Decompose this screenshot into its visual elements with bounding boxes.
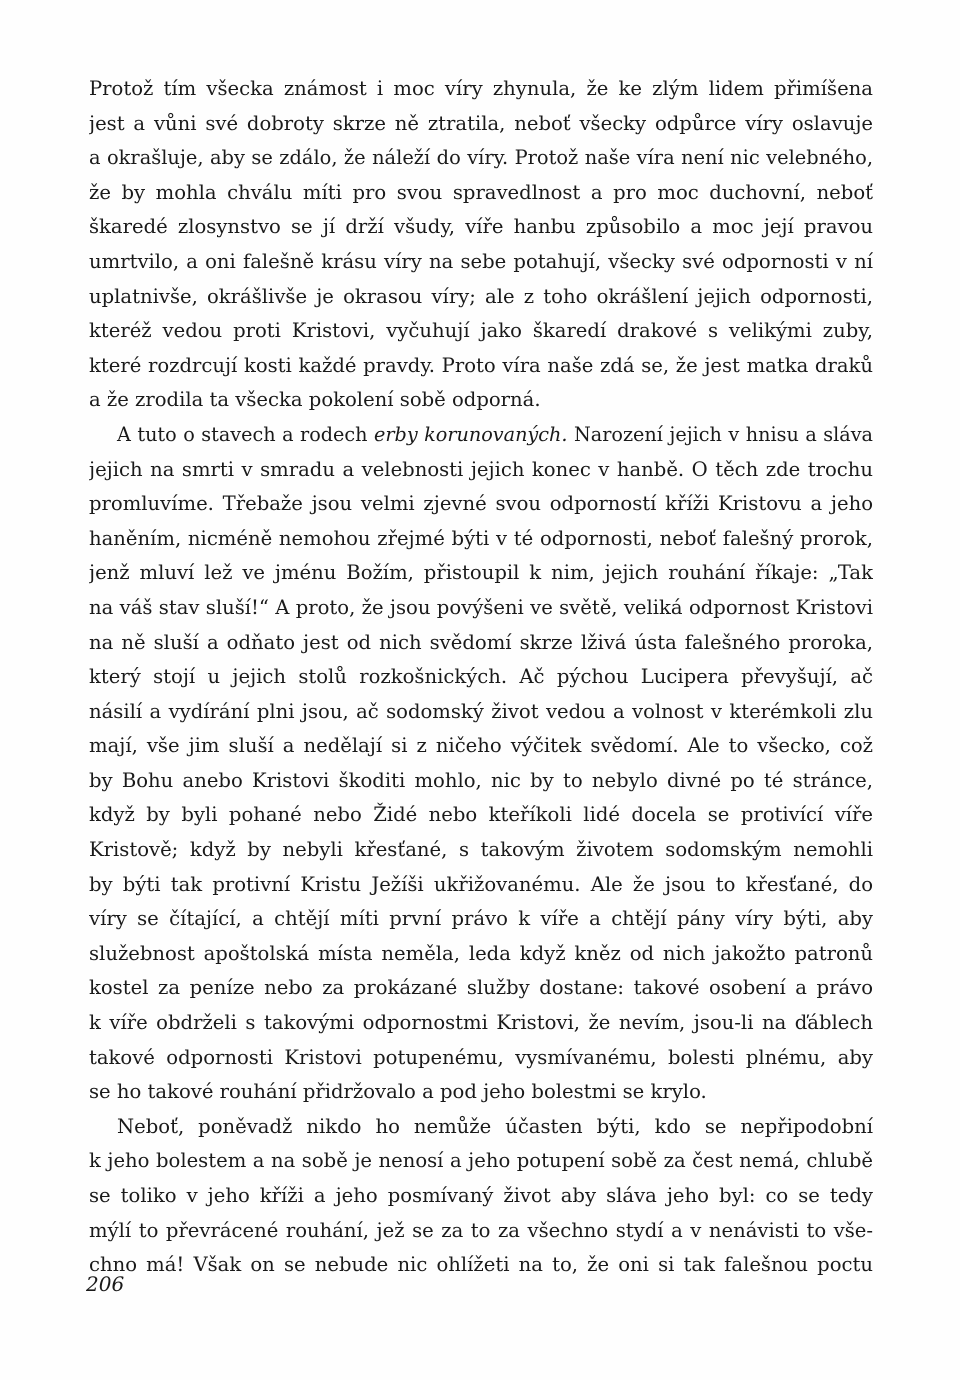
text-line: násilí a vydírání plni jsou, ač sodomský život vedou a volnost v kterémkoli zlu	[89, 699, 873, 723]
text-line: jejich na smrti v smradu a velebnosti jejich konec v hanbě. O těch zde trochu	[89, 457, 873, 481]
text-line: škaredé zlosynstvo se jí drží všudy, víře hanbu způsobilo a moc její pravou	[89, 215, 873, 239]
text-line	[89, 418, 873, 453]
text-line: k víře obdrželi s takovými odpornostmi Kristovi, že nevím, jsou-li na ďáblech	[89, 1011, 873, 1035]
page-number: 206	[86, 1272, 125, 1296]
text-line: chno má! Však on se nebude nic ohlížeti na to, že oni si tak falešnou poctu	[89, 1253, 873, 1277]
text-line: mýlí to převrácené rouhání, jež se za to za všechno stydí a v nenávisti to vše-	[89, 1218, 873, 1242]
body-text	[89, 72, 873, 1283]
text-line: Kristově; když by nebyli křesťané, s takovým životem sodomským nemohli	[89, 838, 873, 862]
text-line: kostel za peníze nebo za prokázané služby dostane: takové osobení a právo	[89, 976, 873, 1000]
text-line: Neboť, poněvadž nikdo ho nemůže účasten býti, kdo se nepřipodobní	[117, 1114, 873, 1138]
text-line: haněním, nicméně nemohou zřejmé býti v té odpornosti, neboť falešný prorok,	[89, 526, 873, 550]
text-line: který stojí u jejich stolů rozkošnických. Ač pýchou Lucipera převyšují, ač	[89, 665, 873, 689]
text-segment: Narození jejich v hnisu a sláva	[567, 422, 873, 446]
text-line: se toliko v jeho kříži a jeho posmívaný život aby sláva jeho byl: co se tedy	[89, 1184, 873, 1207]
text-line: se ho takové rouhání přidržovalo a pod jeho bolestmi se krylo.	[89, 1080, 707, 1104]
text-line: když by byli pohané nebo Židé nebo kteříkoli lidé docela se protivící víře	[89, 803, 873, 827]
text-line: by Bohu anebo Kristovi škoditi mohlo, nic by to nebylo divné po té stránce,	[89, 768, 873, 792]
text-line: a že zrodila ta všecka pokolení sobě odporná.	[89, 388, 541, 412]
text-line: jest a vůni své dobroty skrze ně ztratila, neboť všecky odpůrce víry oslavuje	[89, 111, 873, 135]
italic-text: erby korunovaných.	[374, 422, 568, 446]
text-line: které rozdrcují kosti každé pravdy. Proto víra naše zdá se, že jest matka draků	[89, 353, 873, 377]
text-line: na váš stav sluší!“ A proto, že jsou povýšeni ve světě, veliká odpornost Kristovi	[89, 595, 873, 619]
text-line: promluvíme. Třebaže jsou velmi zjevné svou odporností kříži Kristovu a jeho	[89, 492, 873, 516]
text-line: takové odpornosti Kristovi potupenému, vysmívanému, bolesti plnému, aby	[89, 1045, 873, 1069]
text-segment: A tuto o stavech a rodech	[117, 422, 375, 446]
text-line: že by mohla chválu míti pro svou spravedlnost a pro moc duchovní, neboť	[89, 180, 873, 204]
text-line: uplatnivše, okrášlivše je okrasou víry; ale z toho okrášlení jejich odpornosti,	[89, 284, 873, 308]
text-line: víry se čítající, a chtějí míti první právo k víře a chtějí pány víry býti, aby	[89, 907, 873, 931]
text-line: jenž mluví lež ve jménu Božím, přistoupil k nim, jejich rouhání říkaje: „Tak	[89, 561, 873, 585]
text-line: Protož tím všecka známost i moc víry zhynula, že ke zlým lidem přimíšena	[89, 77, 873, 100]
text-line: mají, vše jim sluší a nedělají si z ničeho výčitek svědomí. Ale to všecko, což	[89, 734, 873, 758]
text-line: kteréž vedou proti Kristovi, vyčuhují jako škaredí drakové s velikými zuby,	[89, 319, 873, 343]
text-line: služebnost apoštolská místa neměla, leda když kněz od nich jakožto patronů	[89, 941, 873, 965]
text-line: k jeho bolestem a na sobě je nenosí a jeho potupení sobě za čest nemá, chlubě	[89, 1149, 873, 1173]
text-line: by býti tak protivní Kristu Ježíši ukřižovanému. Ale že jsou to křesťané, do	[89, 872, 873, 896]
text-line: a okrašluje, aby se zdálo, že náleží do víry. Protož naše víra není nic velebného,	[89, 146, 873, 170]
text-line: na ně sluší a odňato jest od nich svědomí skrze lživá ústa falešného proroka,	[89, 630, 873, 654]
text-line: umrtvilo, a oni falešně krásu víry na sebe potahují, všecky své odpornosti v ní	[89, 249, 873, 273]
